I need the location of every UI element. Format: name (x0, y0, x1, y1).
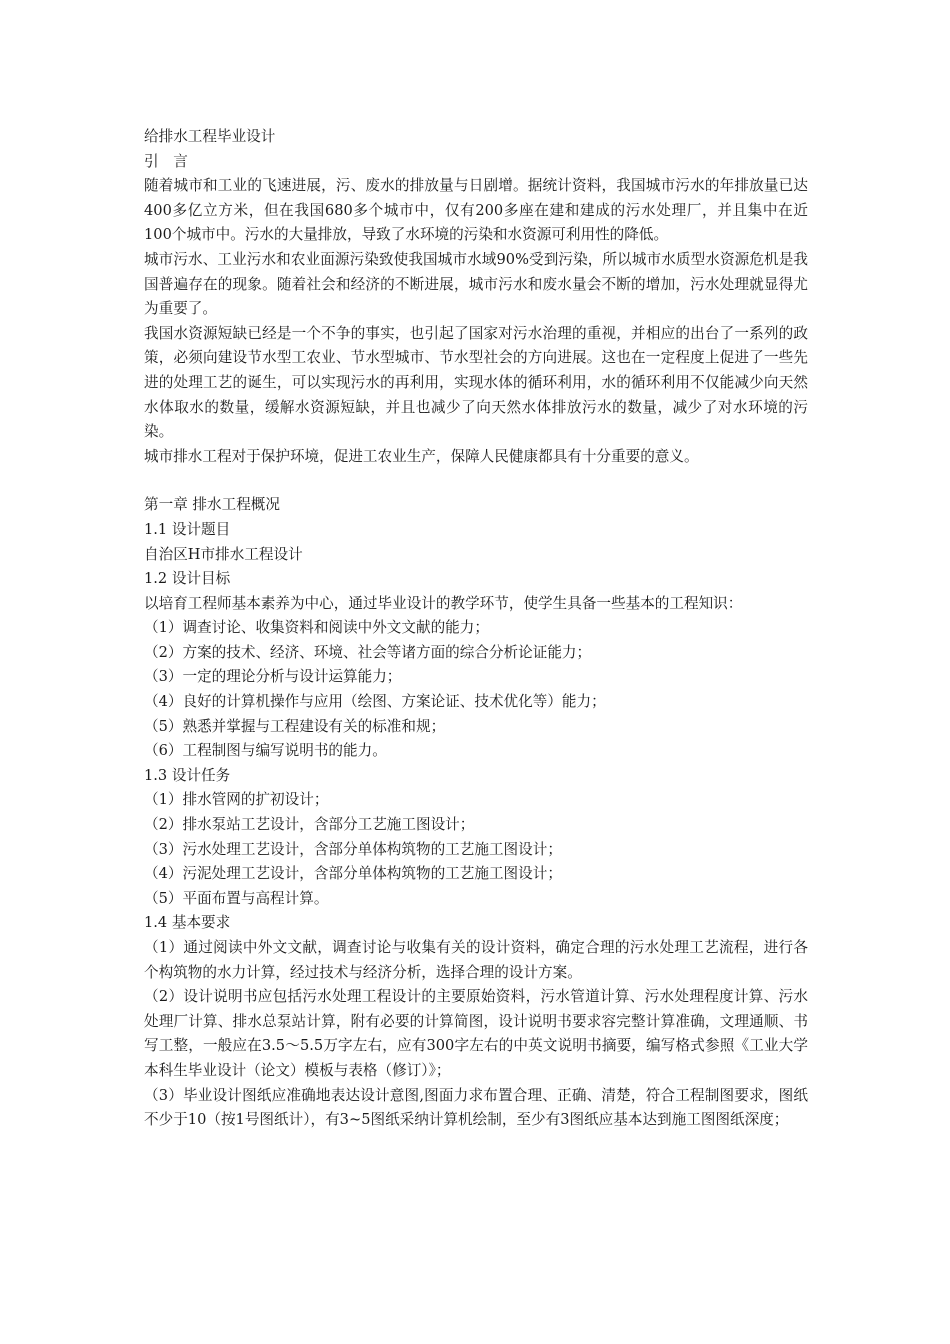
intro-paragraph: 城市污水、工业污水和农业面源污染致使我国城市水域90%受到污染，所以城市水质型水资源危机是我国普遍存在的现象。随着社会和经济的不断进展，城市污水和废水量会不断的增加，污水处理就显得尤为重要了。 (144, 250, 808, 318)
document-title: 给排水工程毕业设计 (144, 128, 276, 145)
list-item: （6）工程制图与编写说明书的能力。 (144, 742, 387, 760)
list-item: （2）设计说明书应包括污水处理工程设计的主要原始资料，污水管道计算、污水处理程度计算、污水处理厂计算、排水总泵站计算，附有必要的计算简图，设计说明书要求容完整计算准确，文理通顺、书写工整，一般应在3.5～5.5万字左右，应有300字左右的中英文说明书摘要，编写格式参照《工业大学本科生毕业设计（论文）模板与表格（修订）》； (144, 988, 808, 1079)
section-heading: 1.4 基本要求 (144, 914, 231, 932)
section-heading: 1.1 设计题目 (144, 520, 231, 538)
section-heading: 1.2 设计目标 (144, 570, 231, 588)
intro-paragraph: 随着城市和工业的飞速进展，污、废水的排放量与日剧增。据统计资料，我国城市污水的年排放量已达400多亿立方米，但在我国680多个城市中，仅有200多座在建和建成的污水处理厂，并且集中在近100个城市中。污水的大量排放，导致了水环境的污染和水资源可利用性的降低。 (144, 177, 808, 244)
intro-paragraph: 城市排水工程对于保护环境，促进工农业生产，保障人民健康都具有十分重要的意义。 (144, 447, 699, 465)
document-body (144, 125, 808, 1133)
list-item: （3）污水处理工艺设计，含部分单体构筑物的工艺施工图设计； (144, 840, 562, 858)
section-text: 以培育工程师基本素养为中心，通过毕业设计的教学环节，使学生具备一些基本的工程知识： (144, 594, 743, 612)
section-gap (144, 469, 808, 493)
list-item: （1）调查讨论、收集资料和阅读中外文文献的能力； (144, 619, 489, 637)
list-item: （3）一定的理论分析与设计运算能力； (144, 668, 402, 686)
list-item: （5）平面布置与高程计算。 (144, 889, 329, 907)
list-item: （3）毕业设计图纸应准确地表达设计意图,图面力求布置合理、正确、清楚，符合工程制图要求，图纸不少于10（按1号图纸计），有3~5图纸采纳计算机绘制，至少有3图纸应基本达到施工图图纸深度； (144, 1086, 808, 1129)
intro-paragraph: 我国水资源短缺已经是一个不争的事实，也引起了国家对污水治理的重视，并相应的出台了一系列的政策，必须向建设节水型工农业、节水型城市、节水型社会的方向进展。这也在一定程度上促进了一些先进的处理工艺的诞生，可以实现污水的再利用，实现水体的循环利用，水的循环利用不仅能减少向天然水体取水的数量，缓解水资源短缺，并且也减少了向天然水体排放污水的数量，减少了对水环境的污染。 (144, 324, 808, 441)
section-heading: 1.3 设计任务 (144, 766, 231, 784)
intro-heading: 引 言 (144, 152, 188, 170)
list-item: （4）良好的计算机操作与应用（绘图、方案论证、技术优化等）能力； (144, 693, 606, 711)
list-item: （1）通过阅读中外文文献，调查讨论与收集有关的设计资料，确定合理的污水处理工艺流程，进行各个构筑物的水力计算，经过技术与经济分析，选择合理的设计方案。 (144, 939, 808, 981)
chapter-heading: 第一章 排水工程概况 (144, 496, 280, 514)
list-item: （2）排水泵站工艺设计，含部分工艺施工图设计； (144, 816, 475, 834)
section-text: 自治区H市排水工程设计 (144, 545, 303, 563)
list-item: （1）排水管网的扩初设计； (144, 791, 329, 809)
list-item: （4）污泥处理工艺设计，含部分单体构筑物的工艺施工图设计； (144, 865, 562, 883)
list-item: （2）方案的技术、经济、环境、社会等诸方面的综合分析论证能力； (144, 643, 592, 661)
list-item: （5）熟悉并掌握与工程建设有关的标准和规； (144, 717, 446, 735)
